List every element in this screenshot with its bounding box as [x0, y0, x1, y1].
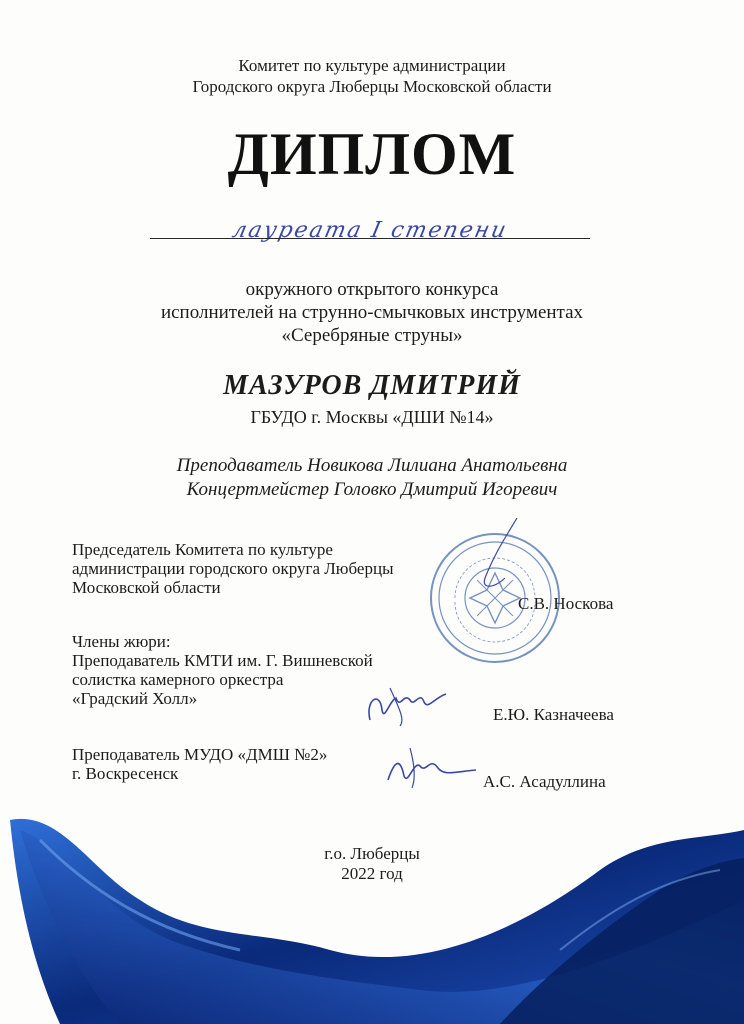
jury-member-2-block — [72, 745, 327, 783]
jury-heading: Члены жюри: — [72, 632, 171, 651]
chair-line-3: Московской области — [72, 578, 221, 597]
jury-member-1-line-2: солистка камерного оркестра — [72, 670, 284, 689]
jury-member-1-name: Е.Ю. Казначеева — [493, 705, 614, 724]
jury-block — [72, 632, 373, 708]
city-label: г.о. Люберцы — [324, 844, 420, 863]
jury-member-2-line-1: Преподаватель МУДО «ДМШ №2» — [72, 745, 328, 764]
teachers-block — [0, 454, 744, 502]
jury-member-2-name: А.С. Асадуллина — [483, 772, 606, 791]
issuer-line-2: Городского округа Люберцы Московской области — [192, 77, 552, 96]
jury-member-1-line-1: Преподаватель КМТИ им. Г. Вишневской — [72, 651, 373, 670]
jury-member-1-line-3: «Градский Холл» — [72, 689, 198, 708]
place-and-year — [0, 844, 744, 884]
handwritten-degree: лауреата I степени — [229, 218, 511, 243]
contest-description — [0, 278, 744, 347]
signature-jury-1 — [360, 680, 450, 730]
chair-line-2: администрации городского округа Люберцы — [72, 559, 394, 578]
winner-name: МАЗУРОВ ДМИТРИЙ — [223, 370, 521, 401]
contest-line-1: окружного открытого конкурса — [245, 279, 499, 300]
jury-member-2-line-2: г. Воскресенск — [72, 764, 179, 783]
degree-underline — [150, 238, 590, 239]
issuer-header — [0, 55, 744, 97]
chair-title-block — [72, 540, 394, 597]
chair-name: С.В. Носкова — [518, 594, 614, 613]
diploma-title: ДИПЛОМ — [227, 121, 517, 187]
official-seal-stamp — [425, 518, 565, 668]
contest-line-3: «Серебряные струны» — [281, 325, 463, 346]
contest-line-2: исполнителей на струнно-смычковых инструментах — [160, 302, 584, 323]
accompanist-line: Концертмейстер Головко Дмитрий Игоревич — [186, 479, 558, 500]
decorative-blue-ribbon — [0, 780, 744, 1024]
winner-school: ГБУДО г. Москвы «ДШИ №14» — [250, 407, 494, 427]
teacher-line: Преподаватель Новикова Лилиана Анатольевна — [176, 455, 568, 476]
year-label: 2022 год — [341, 864, 403, 883]
chair-line-1: Председатель Комитета по культуре — [72, 540, 333, 559]
issuer-line-1: Комитет по культуре администрации — [238, 56, 506, 75]
